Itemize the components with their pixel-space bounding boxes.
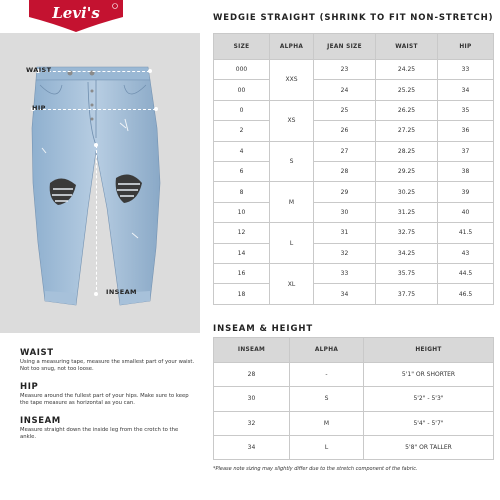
waist-cell: 35.75	[376, 264, 438, 284]
definition-title: WAIST	[20, 348, 54, 358]
definition-title: HIP	[20, 381, 39, 392]
size-table-header	[214, 34, 494, 60]
table-row	[214, 243, 494, 263]
waist-cell: 30.25	[376, 182, 438, 202]
table-row	[214, 387, 494, 411]
inseam-cell: 34	[214, 435, 290, 459]
levis-logo	[29, 0, 123, 32]
size-cell: 18	[214, 284, 270, 305]
hip-cell: 36	[438, 121, 494, 141]
inseam-table-header	[214, 338, 494, 363]
table-row	[214, 223, 494, 243]
jean-size-cell: 29	[314, 182, 376, 202]
size-table	[213, 33, 494, 305]
waist-cell: 24.25	[376, 60, 438, 80]
waist-label: WAIST	[26, 66, 52, 74]
jean-size-cell: 33	[314, 264, 376, 284]
height-cell: 5'8" OR TALLER	[364, 435, 494, 459]
hip-cell: 41.5	[438, 223, 494, 243]
size-cell: 8	[214, 182, 270, 202]
inseam-line	[96, 145, 97, 295]
definition-title: INSEAM	[20, 415, 61, 426]
hip-cell: 46.5	[438, 284, 494, 305]
jeans-illustration	[0, 33, 200, 333]
inseam-cell: 28	[214, 363, 290, 387]
table-row	[214, 182, 494, 202]
alpha-cell: S	[270, 141, 314, 182]
definition-waist	[20, 348, 195, 374]
alpha-cell: S	[290, 387, 364, 411]
inseam-marker-end	[94, 292, 98, 296]
hip-line	[33, 109, 156, 110]
fabric-footnote: *Please note sizing may slightly differ due to the stretch component of the fabric.	[213, 466, 418, 472]
size-cell: 2	[214, 121, 270, 141]
table-row	[214, 411, 494, 435]
hip-cell: 34	[438, 80, 494, 100]
alpha-cell: M	[270, 182, 314, 223]
measurement-definitions	[20, 348, 195, 449]
waist-cell: 34.25	[376, 243, 438, 263]
table-row	[214, 162, 494, 182]
size-cell: 4	[214, 141, 270, 161]
inseam-cell: 30	[214, 387, 290, 411]
size-cell: 6	[214, 162, 270, 182]
alpha-cell: L	[270, 223, 314, 264]
jean-size-cell: 23	[314, 60, 376, 80]
jean-size-cell: 26	[314, 121, 376, 141]
alpha-cell: XL	[270, 264, 314, 305]
jean-size-cell: 32	[314, 243, 376, 263]
header-size: SIZE	[214, 34, 270, 60]
waist-cell: 28.25	[376, 141, 438, 161]
hip-cell: 39	[438, 182, 494, 202]
jean-size-cell: 25	[314, 100, 376, 120]
size-cell: 10	[214, 202, 270, 222]
size-cell: 14	[214, 243, 270, 263]
header-jean-size: JEAN SIZE	[314, 34, 376, 60]
hip-cell: 38	[438, 162, 494, 182]
size-cell: 000	[214, 60, 270, 80]
hip-cell: 44.5	[438, 264, 494, 284]
size-cell: 12	[214, 223, 270, 243]
hip-label: HIP	[32, 104, 46, 112]
waist-cell: 31.25	[376, 202, 438, 222]
jean-size-cell: 34	[314, 284, 376, 305]
waist-line	[38, 71, 150, 72]
hip-cell: 37	[438, 141, 494, 161]
alpha-cell: L	[290, 435, 364, 459]
hip-cell: 35	[438, 100, 494, 120]
alpha-cell: -	[290, 363, 364, 387]
waist-cell: 25.25	[376, 80, 438, 100]
svg-text:Levi's: Levi's	[52, 4, 100, 22]
size-table-title: WEDGIE STRAIGHT (SHRINK TO FIT NON-STRETCH)	[213, 13, 494, 23]
waist-cell: 29.25	[376, 162, 438, 182]
table-row	[214, 141, 494, 161]
jean-size-cell: 31	[314, 223, 376, 243]
header-alpha: ALPHA	[270, 34, 314, 60]
table-row	[214, 284, 494, 305]
definition-hip	[20, 382, 195, 408]
definition-text: Measure straight down the inside leg from the crotch to the ankle.	[20, 426, 179, 441]
height-cell: 5'4" - 5'7"	[364, 411, 494, 435]
table-row	[214, 435, 494, 459]
header-waist: WAIST	[376, 34, 438, 60]
waist-cell: 26.25	[376, 100, 438, 120]
waist-cell: 27.25	[376, 121, 438, 141]
definition-inseam	[20, 416, 195, 442]
hip-marker-end	[154, 107, 158, 111]
size-cell: 16	[214, 264, 270, 284]
header-height: HEIGHT	[364, 338, 494, 363]
jeans-photo-panel	[0, 33, 200, 333]
waist-cell: 32.75	[376, 223, 438, 243]
jean-size-cell: 24	[314, 80, 376, 100]
header-hip: HIP	[438, 34, 494, 60]
jean-size-cell: 28	[314, 162, 376, 182]
definition-text: Measure around the fullest part of your hips. Make sure to keep the tape measure as horizontal as you can.	[20, 392, 189, 407]
header-alpha: ALPHA	[290, 338, 364, 363]
alpha-cell: M	[290, 411, 364, 435]
hip-cell: 43	[438, 243, 494, 263]
height-cell: 5'2" - 5'3"	[364, 387, 494, 411]
table-row	[214, 264, 494, 284]
table-row	[214, 80, 494, 100]
alpha-cell: XXS	[270, 60, 314, 101]
table-row	[214, 60, 494, 80]
table-row	[214, 121, 494, 141]
hip-cell: 40	[438, 202, 494, 222]
table-row	[214, 202, 494, 222]
size-cell: 00	[214, 80, 270, 100]
size-cell: 0	[214, 100, 270, 120]
jean-size-cell: 27	[314, 141, 376, 161]
waist-marker-end	[148, 69, 152, 73]
inseam-table-title: INSEAM & HEIGHT	[213, 324, 314, 334]
jean-size-cell: 30	[314, 202, 376, 222]
table-row	[214, 363, 494, 387]
definition-text: Using a measuring tape, measure the smallest part of your waist. Not too snug, not too loose.	[20, 359, 195, 373]
table-row	[214, 100, 494, 120]
inseam-label: INSEAM	[106, 288, 137, 296]
waist-cell: 37.75	[376, 284, 438, 305]
height-cell: 5'1" OR SHORTER	[364, 363, 494, 387]
alpha-cell: XS	[270, 100, 314, 141]
hip-cell: 33	[438, 60, 494, 80]
inseam-table	[213, 337, 494, 460]
inseam-cell: 32	[214, 411, 290, 435]
header-inseam: INSEAM	[214, 338, 290, 363]
